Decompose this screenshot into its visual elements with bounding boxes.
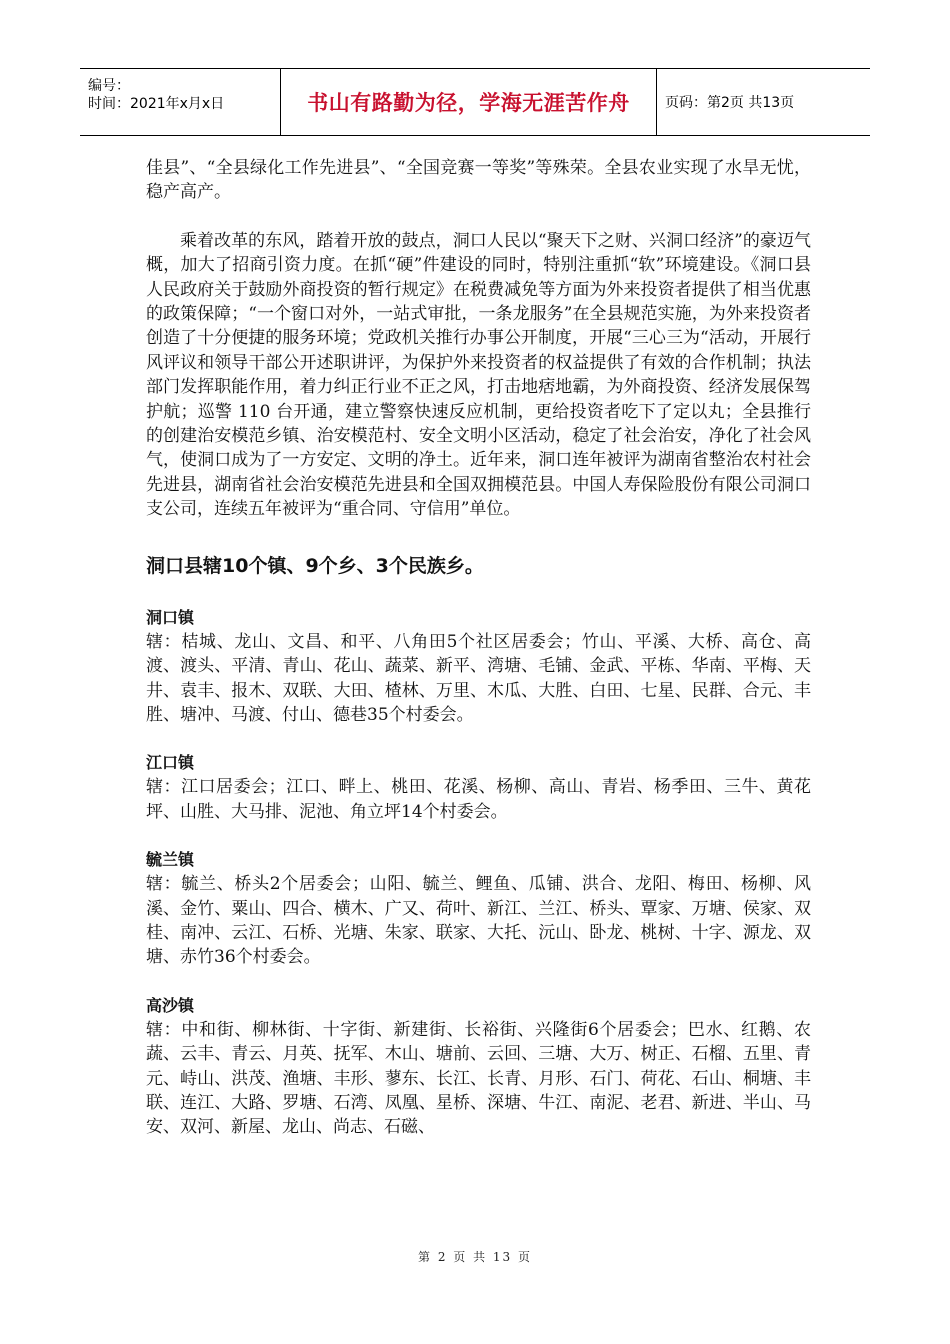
town-text: 辖：中和街、柳林街、十字街、新建街、长裕街、兴隆街6个居委会；巴水、红鹅、农蔬、云丰、青云、月英、抚军、木山、塘前、云回、三塘、大万、树正、石榴、五里、青元、峙山、洪茂、渔塘、丰形、蓼东、长江、长青、月形、石门、荷花、石山、桐塘、丰联、连江、大路、罗塘、石湾、凤凰、星桥、深塘、牛江、南泥、老君、新进、半山、马安、双河、新屋、龙山、尚志、石磁、: [146, 1019, 811, 1138]
town-text: 辖：桔城、龙山、文昌、和平、八角田5个社区居委会；竹山、平溪、大桥、高仓、高渡、渡头、平清、青山、花山、蔬菜、新平、湾塘、毛铺、金武、平栋、华南、平梅、天井、袁丰、报木、双联、大田、楂林、万里、木瓜、大胜、白田、七星、民群、合元、丰胜、塘冲、马渡、付山、德巷35个村委会。: [146, 631, 811, 725]
header-page-number: 页码：第2页 共13页: [665, 95, 795, 111]
town-name: 高沙镇: [146, 995, 195, 1015]
page-header: [80, 68, 870, 136]
town-section: [146, 751, 811, 824]
document-body: [146, 156, 811, 1140]
paragraph-investment: 乘着改革的东风，踏着开放的鼓点，洞口人民以“聚天下之财、兴洞口经济”的豪迈气概，加大了招商引资力度。在抓“硬”件建设的同时，特别注重抓“软”环境建设。《洞口县人民政府关于鼓励外商投资的暂行规定》在税费减免等方面为外来投资者提供了相当优惠的政策保障；“一个窗口对外，一站式审批，一条龙服务”在全县规范实施，为外来投资者创造了十分便捷的服务环境；党政机关推行办事公开制度，开展“三心三为“活动，开展行风评议和领导干部公开述职讲评，为保护外来投资者的权益提供了有效的合作机制；执法部门发挥职能作用，着力纠正行业不正之风，打击地痞地霸，为外商投资、经济发展保驾护航；巡警 110 台开通，建立警察快速反应机制，更给投资者吃下了定以丸；全县推行的创建治安模范乡镇、治安模范村、安全文明小区活动，稳定了社会治安，净化了社会风气，使洞口成为了一方安定、文明的净土。近年来，洞口连年被评为湖南省整治农村社会先进县，湖南省社会治安模范先进县和全国双拥模范县。中国人寿保险股份有限公司洞口支公司，连续五年被评为“重合同、守信用”单位。: [146, 230, 811, 520]
town-text: 辖：毓兰、桥头2个居委会；山阳、毓兰、鲤鱼、瓜铺、洪合、龙阳、梅田、杨柳、风溪、金竹、粟山、四合、横木、广又、荷叶、新江、兰江、桥头、覃家、万塘、侯家、双桂、南冲、云江、石桥、光塘、朱家、联家、大托、沅山、卧龙、桃树、十字、源龙、双塘、赤竹36个村委会。: [146, 874, 811, 968]
header-meta: [80, 69, 281, 135]
number-label: 编号：: [88, 78, 130, 94]
section-heading: 洞口县辖10个镇、9个乡、3个民族乡。: [146, 554, 484, 577]
town-text: 辖：江口居委会；江口、畔上、桃田、花溪、杨柳、高山、青岩、杨季田、三牛、黄花坪、山胜、大马排、泥池、角立坪14个村委会。: [146, 777, 811, 822]
town-section: [146, 848, 811, 970]
town-name: 毓兰镇: [146, 850, 195, 870]
town-name: 江口镇: [146, 753, 195, 773]
time-label: 时间：2021年x月x日: [88, 96, 225, 112]
town-name: 洞口镇: [146, 607, 195, 627]
town-section: [146, 606, 811, 728]
town-section: [146, 994, 811, 1140]
paragraph-continuation: 佳县”、“全县绿化工作先进县”、“全国竞赛一等奖”等殊荣。全县农业实现了水旱无忧，稳产高产。: [146, 158, 811, 203]
page-footer: 第 2 页 共 13 页: [418, 1250, 532, 1264]
header-motto: 书山有路勤为径，学海无涯苦作舟: [281, 69, 657, 135]
